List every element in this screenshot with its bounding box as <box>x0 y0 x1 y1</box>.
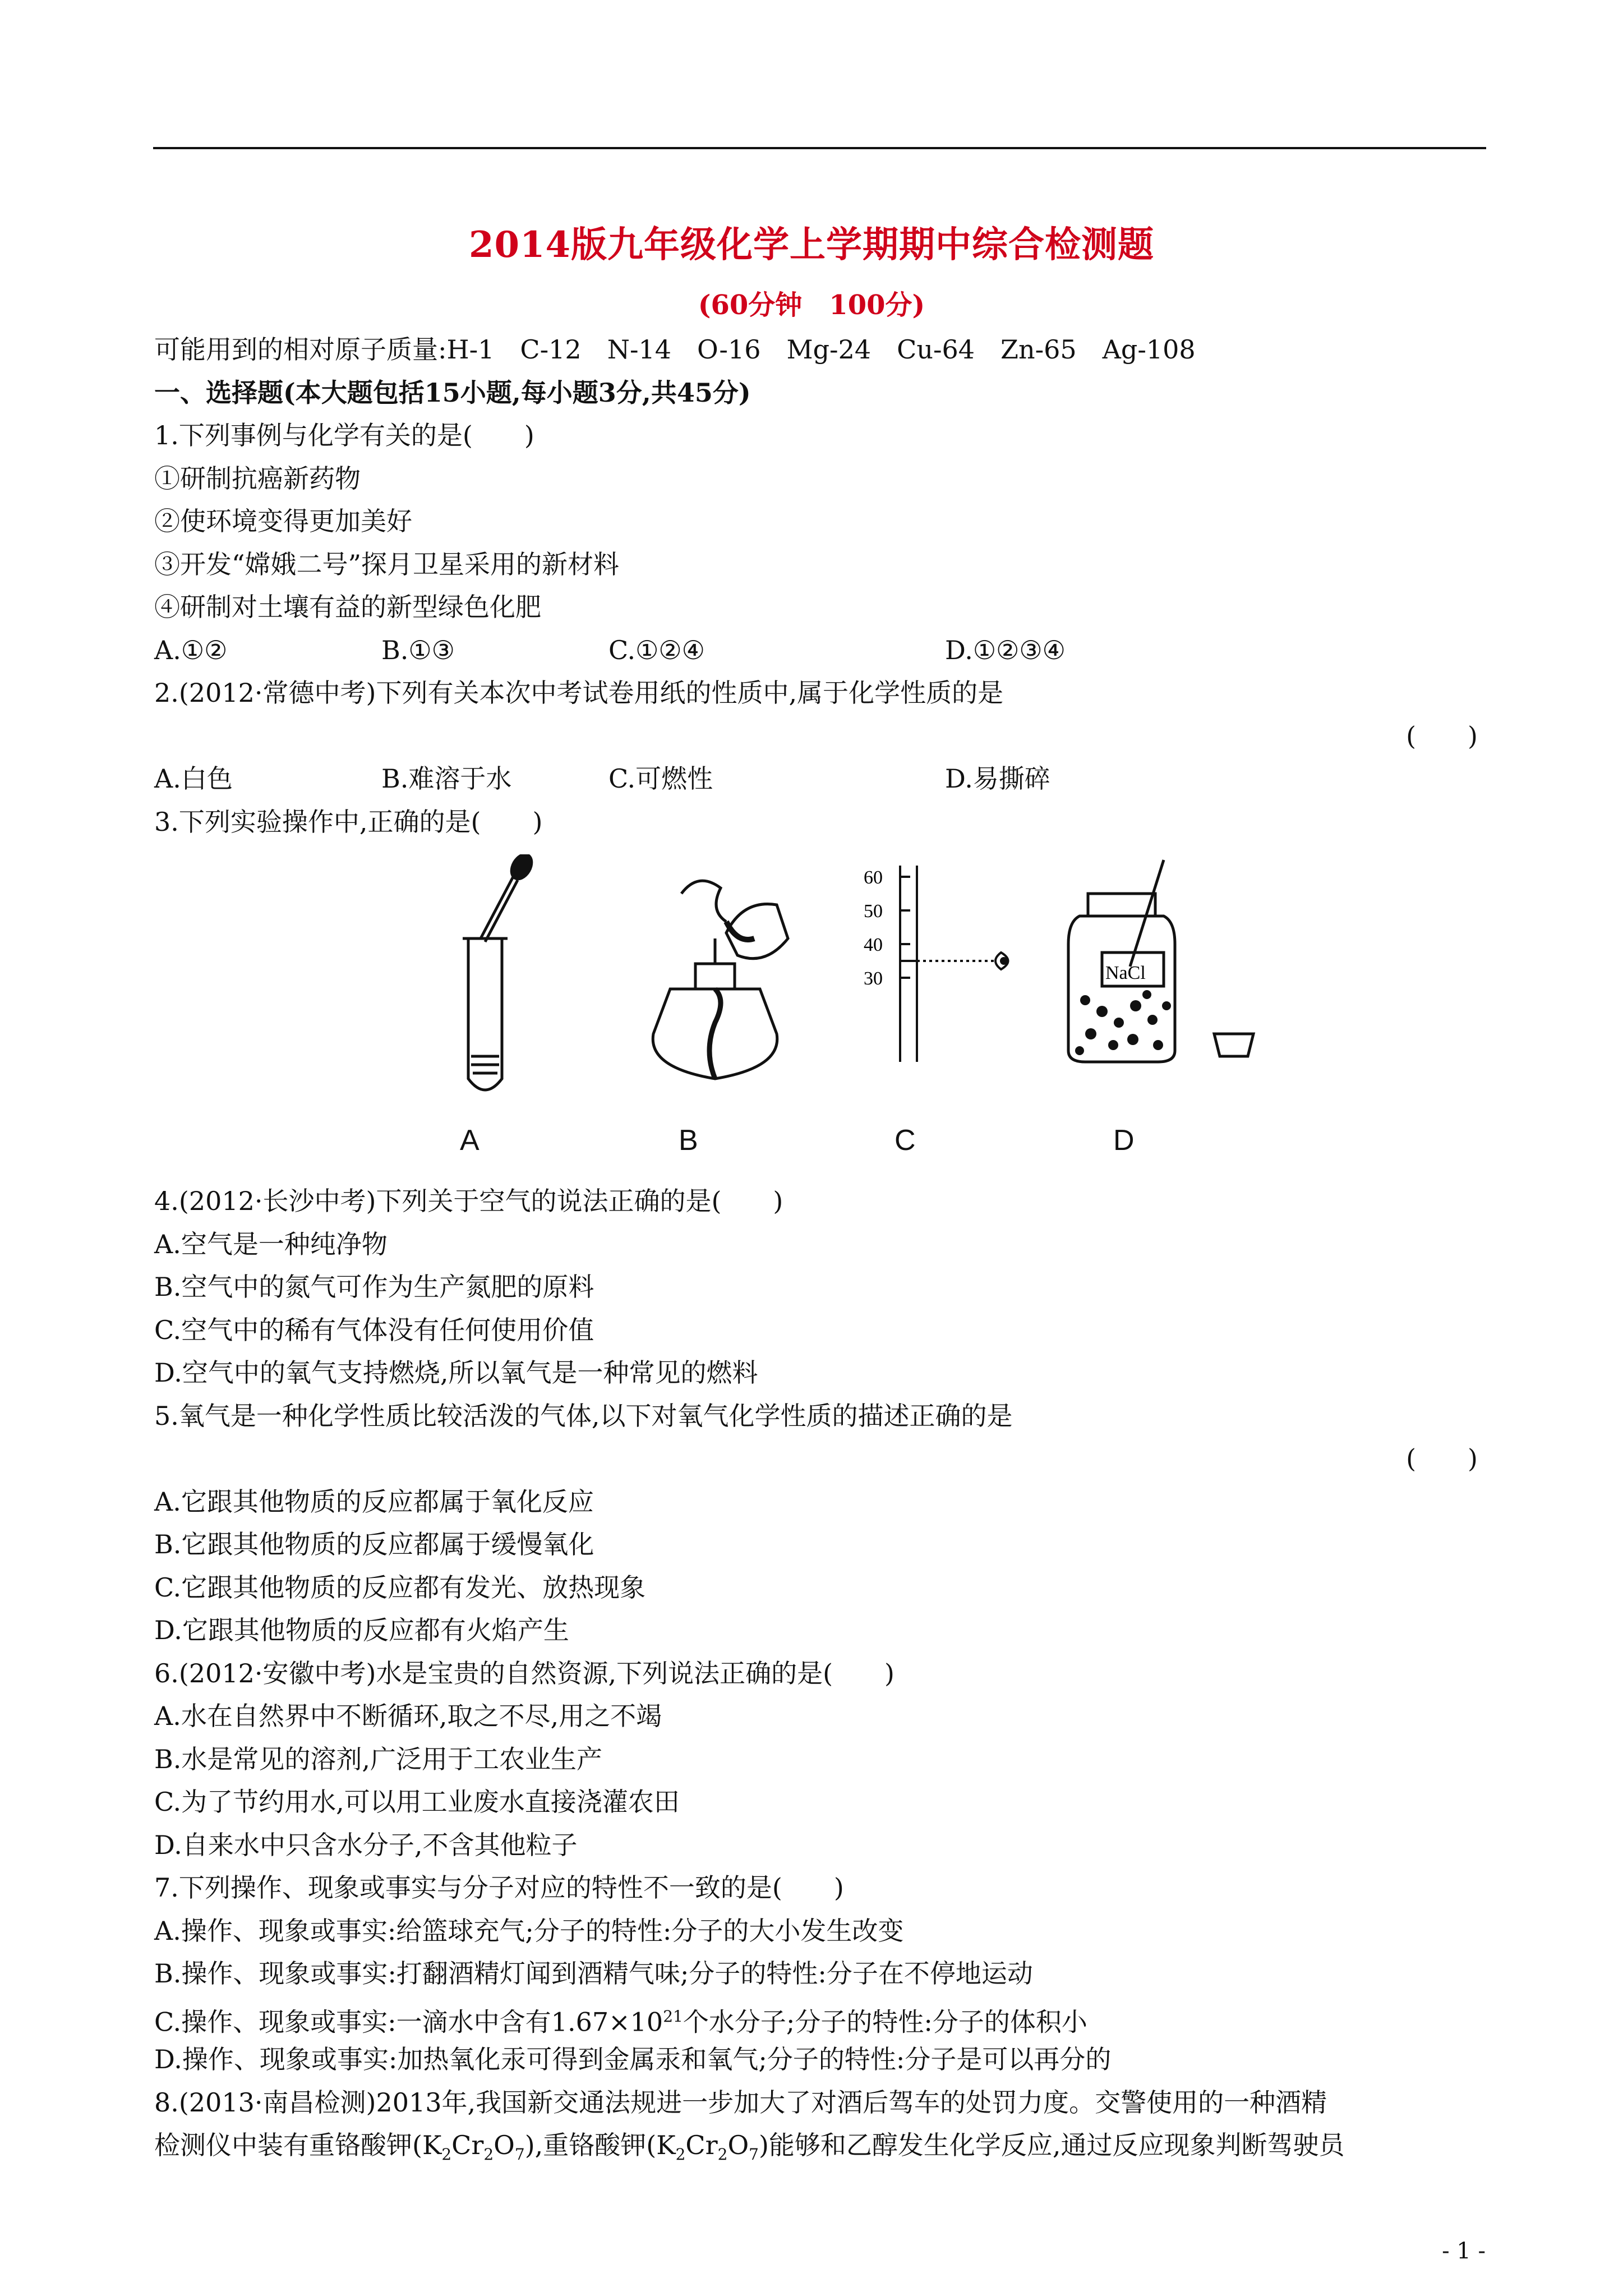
q4-stem: 4.(2012·长沙中考)下列关于空气的说法正确的是( ) <box>154 1186 783 1216</box>
q5-answer-paren: ( ) <box>1406 1443 1478 1474</box>
page-title: 2014版九年级化学上学期期中综合检测题 <box>468 224 1155 266</box>
q1-item: ②使环境变得更加美好 <box>154 506 412 536</box>
q6-option-c: C.为了节约用水,可以用工业废水直接浇灌农田 <box>154 1787 680 1817</box>
figure-label-c: C <box>895 1124 916 1157</box>
q8-text: 检测仪中装有重铬酸钾(K <box>154 2130 442 2160</box>
q3-figure <box>154 843 1489 1180</box>
q2-option-a: A.白色 <box>154 763 233 794</box>
q8-sub: 2 <box>441 2145 452 2164</box>
q8-text: ),重铬酸钾(K <box>524 2130 676 2160</box>
q2-option-c: C.可燃性 <box>608 763 713 794</box>
test-tube-dropper-icon <box>429 854 541 1112</box>
alcohol-lamp-icon <box>631 854 799 1090</box>
q7-c-exponent: 21 <box>663 2007 683 2026</box>
q6-option-d: D.自来水中只含水分子,不含其他粒子 <box>154 1829 578 1860</box>
q7-option-a: A.操作、现象或事实:给篮球充气;分子的特性:分子的大小发生改变 <box>154 1915 904 1946</box>
q8-sub: 7 <box>749 2145 759 2164</box>
q7-c-text-end: 个水分子;分子的特性:分子的体积小 <box>683 2006 1087 2037</box>
q7-option-d: D.操作、现象或事实:加热氧化汞可得到金属汞和氧气;分子的特性:分子是可以再分的 <box>154 2044 1112 2074</box>
q6-option-b: B.水是常见的溶剂,广泛用于工农业生产 <box>154 1743 603 1774</box>
tick-60: 60 <box>864 867 883 888</box>
section-heading: 一、选择题(本大题包括15小题,每小题3分,共45分) <box>154 377 751 408</box>
q8-sub: 2 <box>675 2145 686 2164</box>
q4-option-c: C.空气中的稀有气体没有任何使用价值 <box>154 1314 594 1345</box>
q4-option-b: B.空气中的氮气可作为生产氮肥的原料 <box>154 1272 594 1302</box>
q7-option-b: B.操作、现象或事实:打翻酒精灯闻到酒精气味;分子的特性:分子在不停地运动 <box>154 1958 1033 1989</box>
q7-stem: 7.下列操作、现象或事实与分子对应的特性不一致的是( ) <box>154 1872 844 1903</box>
q8-text: O <box>494 2130 515 2160</box>
figure-label-d: D <box>1113 1124 1135 1157</box>
figure-label-a: A <box>460 1124 479 1157</box>
tick-40: 40 <box>864 935 883 955</box>
q8-text: Cr <box>685 2130 718 2160</box>
q5-stem: 5.氧气是一种化学性质比较活泼的气体,以下对氧气化学性质的描述正确的是 <box>154 1400 1013 1431</box>
q8-text: Cr <box>451 2130 484 2160</box>
q1-item: ④研制对土壤有益的新型绿色化肥 <box>154 592 541 622</box>
q1-item: ③开发“嫦娥二号”探月卫星采用的新材料 <box>154 549 620 579</box>
q8-text: O <box>727 2130 749 2160</box>
q5-option-c: C.它跟其他物质的反应都有发光、放热现象 <box>154 1572 646 1603</box>
q8-line-1: 8.(2013·南昌检测)2013年,我国新交通法规进一步加大了对酒后驾车的处罚力度。交警使用的一种酒精 <box>154 2087 1327 2118</box>
exam-duration-score: (60分钟 100分) <box>698 289 925 321</box>
exam-content <box>154 328 1489 2167</box>
q8-sub: 7 <box>514 2145 525 2164</box>
q8-sub: 2 <box>483 2145 494 2164</box>
q1-option-d: D.①②③④ <box>945 634 1066 665</box>
q1-option-a: A.①② <box>154 634 228 665</box>
q1-options <box>154 629 1489 672</box>
q5-option-a: A.它跟其他物质的反应都属于氧化反应 <box>154 1486 594 1517</box>
q6-option-a: A.水在自然界中不断循环,取之不尽,用之不竭 <box>154 1701 662 1731</box>
q2-option-b: B.难溶于水 <box>381 763 512 794</box>
header-rule <box>153 147 1486 149</box>
q4-option-d: D.空气中的氧气支持燃烧,所以氧气是一种常见的燃料 <box>154 1358 758 1388</box>
nacl-label: NaCl <box>1105 963 1146 983</box>
q5-option-d: D.它跟其他物质的反应都有火焰产生 <box>154 1615 569 1645</box>
q7-c-text: C.操作、现象或事实:一滴水中含有1.67×10 <box>154 2006 663 2037</box>
page-number: - 1 - <box>1442 2238 1486 2264</box>
figure-label-b: B <box>679 1124 698 1157</box>
q7-option-c <box>154 1995 1489 2039</box>
tick-30: 30 <box>864 968 883 989</box>
q1-stem: 1.下列事例与化学有关的是( ) <box>154 420 534 450</box>
q8-text: )能够和乙醇发生化学反应,通过反应现象判断驾驶员 <box>758 2130 1345 2160</box>
q5-option-b: B.它跟其他物质的反应都属于缓慢氧化 <box>154 1529 594 1559</box>
tick-50: 50 <box>864 901 883 922</box>
q1-option-b: B.①③ <box>381 634 455 665</box>
q1-item: ①研制抗癌新药物 <box>154 463 361 494</box>
q8-sub: 2 <box>717 2145 728 2164</box>
q3-stem: 3.下列实验操作中,正确的是( ) <box>154 806 543 837</box>
q2-answer-paren: ( ) <box>1406 720 1478 751</box>
q8-line-2 <box>154 2124 1489 2167</box>
q6-stem: 6.(2012·安徽中考)水是宝贵的自然资源,下列说法正确的是( ) <box>154 1658 895 1688</box>
q1-option-c: C.①②④ <box>608 634 705 665</box>
q2-options <box>154 757 1489 800</box>
atomic-masses: 可能用到的相对原子质量:H-1 C-12 N-14 O-16 Mg-24 Cu-64 Zn-65 Ag-108 <box>154 334 1196 365</box>
q4-option-a: A.空气是一种纯净物 <box>154 1228 388 1259</box>
q2-option-d: D.易撕碎 <box>945 763 1050 794</box>
reagent-bottle-icon <box>1046 854 1265 1079</box>
q2-stem: 2.(2012·常德中考)下列有关本次中考试卷用纸的性质中,属于化学性质的是 <box>154 678 1004 708</box>
graduated-cylinder-icon <box>861 854 1052 1079</box>
